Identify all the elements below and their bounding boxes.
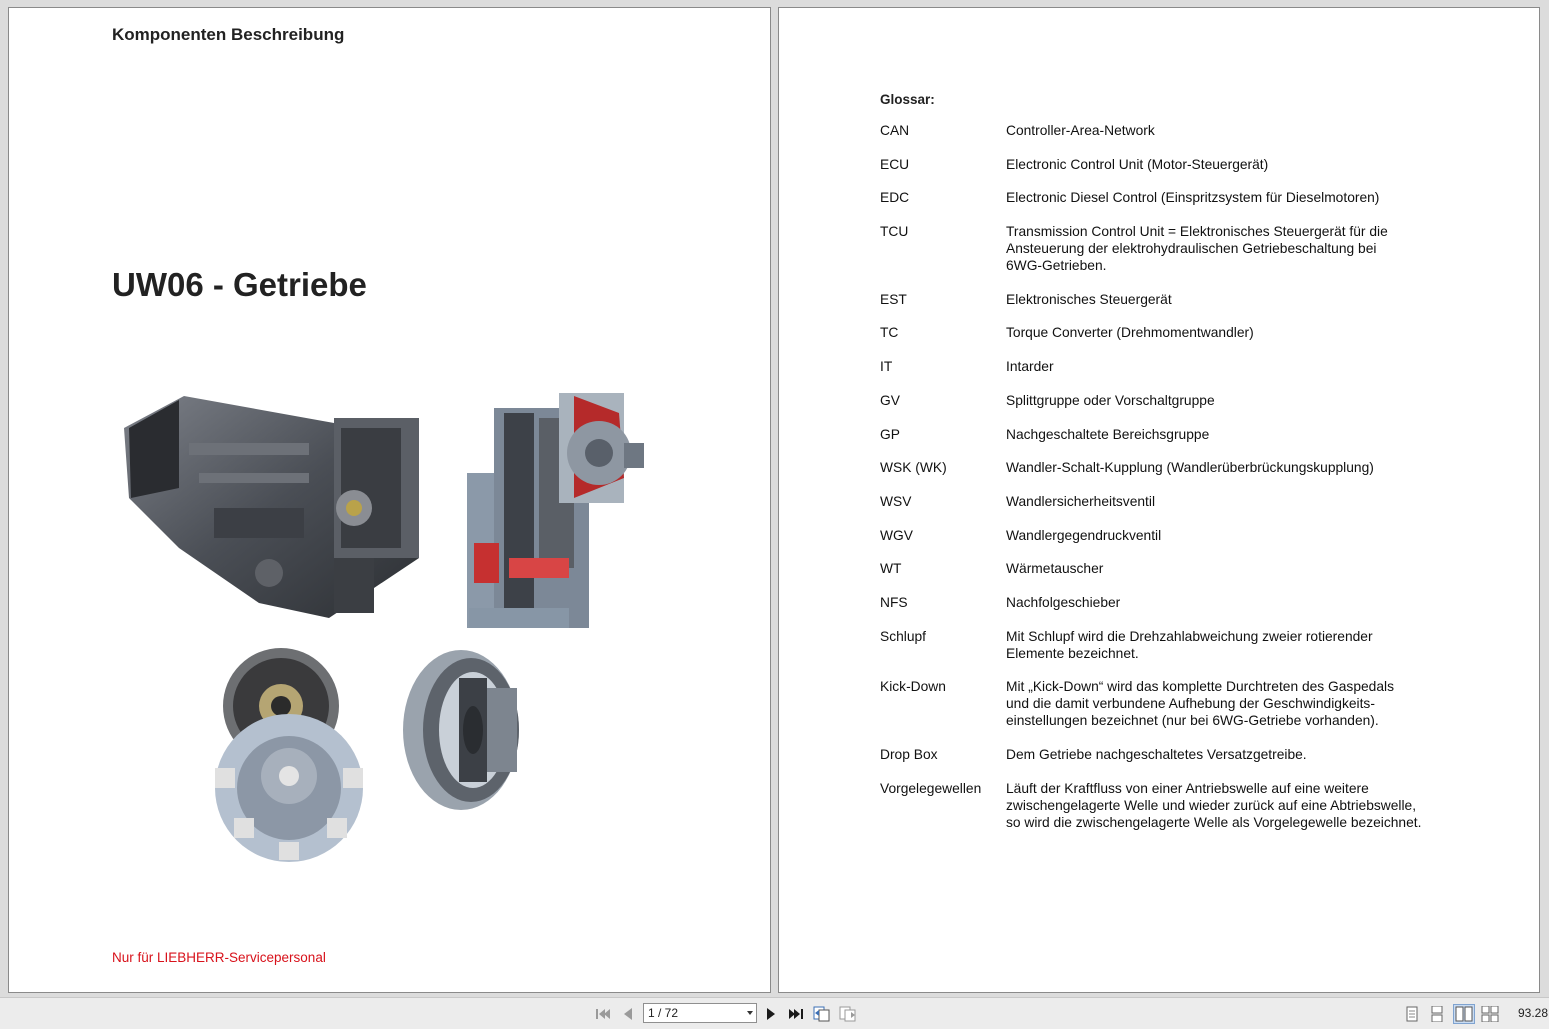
go-forward-button[interactable] [838,1004,858,1024]
glossary-definition: Läuft der Kraftfluss von einer Antriebswelle auf eine weitere zwischengelagerte Welle und wieder zurück auf eine Abtriebswelle, so wird die zwischengelagerte Welle als Vorgelegewelle bezeichnet. [1006,780,1422,830]
two-page-icon [1455,1006,1473,1022]
single-page-view-button[interactable] [1402,1004,1422,1024]
glossary-term: Kick-Down [880,679,946,695]
go-back-view-icon [813,1006,831,1022]
glossary-row [880,678,1440,729]
glossary-term: GV [880,392,900,408]
glossary-term: TCU [880,224,909,240]
chevron-down-icon [747,1011,753,1015]
glossary-term: EST [880,291,907,307]
glossary-row [880,746,1440,763]
glossary-term: EDC [880,190,910,206]
glossary-definition: Torque Converter (Drehmomentwandler) [1006,325,1254,341]
single-page-icon [1405,1006,1419,1022]
glossary-row [880,223,1440,274]
glossary-definition: Controller-Area-Network [1006,123,1155,138]
zoom-level[interactable]: 93.28 [1518,1006,1549,1020]
glossary-term: Vorgelegewellen [880,780,982,796]
first-page-button[interactable] [593,1004,613,1024]
continuous-page-icon [1430,1006,1444,1022]
glossary-row [880,780,1440,831]
document-page-1 [8,7,771,993]
glossary-row [880,324,1440,341]
glossary-definition: Transmission Control Unit = Elektronisches Steuergerät für die Ansteuerung der elektrohydraulischen Getriebeschaltung bei 6WG-Getrieben. [1006,224,1388,274]
glossary-term: ECU [880,156,910,172]
glossary-definition: Nachfolgeschieber [1006,594,1121,610]
glossary-definition: Electronic Diesel Control (Einspritzsystem für Dieselmotoren) [1006,190,1380,206]
previous-page-icon [621,1007,635,1021]
glossary-definition: Mit „Kick-Down“ wird das komplette Durchtreten des Gaspedals und die damit verbundene Aufhebung der Geschwindigkeits- einstellungen bezeichnet (nur bei 6WG-Getriebe vorhanden). [1006,679,1394,729]
glossary-row [880,426,1440,443]
glossary-term: WSV [880,493,912,509]
page-header: Komponenten Beschreibung [112,25,345,44]
glossary-term: GP [880,426,900,442]
viewer-toolbar [0,997,1549,1029]
go-forward-view-icon [839,1006,857,1022]
previous-page-button[interactable] [618,1004,638,1024]
go-back-button[interactable] [812,1004,832,1024]
first-page-icon [595,1007,611,1021]
glossary-definition: Nachgeschaltete Bereichsgruppe [1006,426,1210,442]
glossary-term: NFS [880,594,908,610]
glossary-list [880,122,1440,847]
clutch-disc-photo [209,648,374,863]
glossary-row [880,594,1440,611]
glossary-term: WT [880,561,902,577]
glossary-row [880,527,1440,544]
glossary-row [880,358,1440,375]
glossary-definition: Splittgruppe oder Vorschaltgruppe [1006,392,1215,408]
next-page-button[interactable] [761,1004,781,1024]
glossary-row [880,628,1440,662]
glossary-heading: Glossar: [880,92,935,107]
glossary-definition: Wandlergegendruckventil [1006,527,1162,543]
glossary-definition: Wandler-Schalt-Kupplung (Wandlerüberbrückungskupplung) [1006,460,1374,476]
glossary-definition: Wandlersicherheitsventil [1006,493,1156,509]
glossary-term: WGV [880,527,913,543]
document-page-2 [778,7,1540,993]
glossary-term: IT [880,359,893,375]
glossary-definition: Electronic Control Unit (Motor-Steuergerät) [1006,156,1269,172]
glossary-row [880,122,1440,139]
glossary-term: CAN [880,123,910,138]
two-page-continuous-view-button[interactable] [1480,1004,1500,1024]
glossary-term: Schlupf [880,628,927,644]
glossary-term: Drop Box [880,747,938,762]
glossary-row [880,493,1440,510]
continuous-view-button[interactable] [1427,1004,1447,1024]
glossary-definition: Dem Getriebe nachgeschaltetes Versatzgetreibe. [1006,747,1307,762]
glossary-row [880,291,1440,308]
last-page-button[interactable] [786,1004,806,1024]
last-page-icon [788,1007,804,1021]
glossary-row [880,560,1440,577]
transmission-photo [119,388,424,623]
page-indicator: 1 / 72 [648,1006,679,1020]
cutaway-transmission-photo [449,388,644,633]
two-page-view-button[interactable] [1453,1004,1475,1024]
next-page-icon [764,1007,778,1021]
page-title: UW06 - Getriebe [112,266,367,303]
glossary-definition: Mit Schlupf wird die Drehzahlabweichung zweier rotierender Elemente bezeichnet. [1006,628,1373,661]
glossary-row [880,459,1440,476]
glossary-term: WSK (WK) [880,460,947,476]
glossary-definition: Intarder [1006,359,1054,375]
footer-note: Nur für LIEBHERR-Servicepersonal [112,950,326,965]
glossary-definition: Elektronisches Steuergerät [1006,291,1172,307]
torque-converter-photo [401,648,531,813]
glossary-row [880,392,1440,409]
glossary-definition: Wärmetauscher [1006,561,1104,577]
glossary-row [880,156,1440,173]
glossary-term: TC [880,325,899,341]
two-page-continuous-icon [1481,1006,1499,1022]
glossary-row [880,189,1440,206]
page-number-select[interactable] [643,1003,757,1023]
